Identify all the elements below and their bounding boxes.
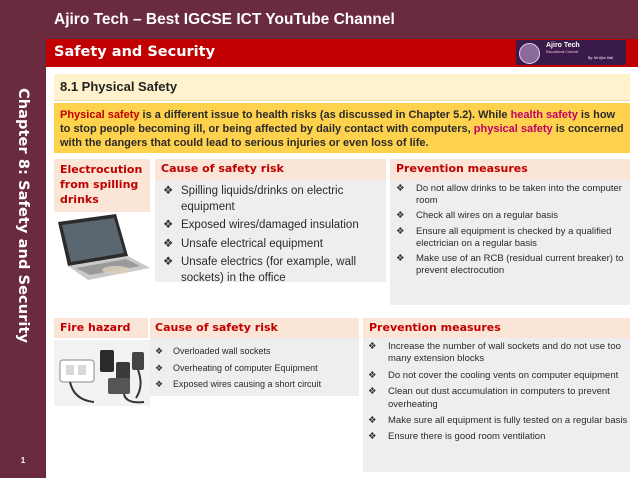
bullet-icon: ❖: [396, 210, 405, 222]
fire-preventions-box: [363, 338, 630, 472]
list-item: ❖ Overloaded wall sockets: [153, 343, 357, 360]
channel-title: Ajiro Tech – Best IGCSE ICT YouTube Channel: [54, 11, 395, 28]
bullet-icon: ❖: [396, 253, 405, 265]
list-item: ❖ Make sure all equipment is fully tested on a regular basis: [368, 415, 628, 427]
electrocution-label-box: [54, 159, 150, 212]
bullet-icon: ❖: [155, 362, 164, 373]
fire-label: Fire hazard: [60, 321, 131, 334]
bullet-icon: ❖: [163, 256, 174, 269]
logo-tagline: Educational Channel: [546, 50, 579, 54]
chapter-sidebar: [0, 0, 46, 478]
bullet-icon: ❖: [396, 225, 405, 237]
list-item: ❖ Increase the number of wall sockets and do not use too many extension blocks: [368, 341, 621, 365]
list-item: ❖ Overheating of computer Equipment: [153, 360, 357, 377]
bullet-icon: ❖: [368, 341, 377, 352]
intro-term-physical-safety: Physical safety: [60, 109, 140, 121]
list-item: ❖ Exposed wires/damaged insulation: [161, 218, 383, 234]
fire-prevention-header-box: [363, 318, 630, 338]
list-item: ❖ Unsafe electrical equipment: [161, 237, 383, 253]
channel-header: [46, 0, 638, 39]
electrocution-preventions-list: [394, 183, 626, 277]
chapter-title: Chapter 8: Safety and Security: [15, 88, 31, 344]
bullet-icon: ❖: [368, 386, 377, 398]
fire-prevention-header: Prevention measures: [369, 321, 501, 334]
electrocution-label: Electrocution from spilling drinks: [60, 163, 143, 206]
fire-causes-list: [153, 343, 357, 393]
bullet-icon: ❖: [163, 185, 174, 197]
page-number: 1: [20, 456, 26, 465]
topic-header: [46, 39, 638, 67]
list-item: ❖ Ensure there is good room ventilation: [368, 431, 546, 443]
bullet-icon: ❖: [163, 219, 174, 232]
electrocution-preventions-box: [390, 180, 630, 305]
electrocution-prevention-header: Prevention measures: [396, 162, 528, 175]
bullet-icon: ❖: [155, 346, 164, 356]
channel-logo: [516, 40, 626, 65]
presenter-avatar: [519, 43, 540, 64]
electrocution-causes-box: [155, 180, 386, 282]
laptop-spill-image: [54, 212, 152, 282]
bullet-icon: ❖: [396, 183, 405, 194]
section-title-bar: [54, 74, 630, 101]
list-item: ❖ Do not cover the cooling vents on computer equipment: [368, 369, 619, 381]
electrocution-cause-header-box: [155, 159, 386, 180]
logo-byline: By: Mr Ajiro Hall: [588, 56, 613, 60]
intro-text: Physical safety is a different issue to health risks (as discussed in Chapter 5.2). While health safety is how to stop people becoming ill, or being affected by daily contact with computers, physical safety is concerned with the dangers that could lead to serious injuries or even loss of life.: [60, 109, 624, 149]
bullet-icon: ❖: [368, 415, 377, 427]
bullet-icon: ❖: [368, 431, 377, 443]
electrocution-prevention-header-box: [390, 159, 630, 180]
list-item: ❖ Spilling liquids/drinks on electric equipment: [163, 185, 344, 213]
fire-causes-box: [150, 338, 359, 396]
list-item: ❖ Ensure all equipment is checked by a qualified electrician on a regular basis: [396, 225, 612, 249]
fire-cause-header: Cause of safety risk: [155, 321, 278, 334]
list-item: ❖ Make use of an RCB (residual current breaker) to prevent electrocution: [396, 253, 624, 277]
list-item: ❖ Clean out dust accumulation in computers to prevent overheating: [368, 386, 610, 410]
logo-name: Ajiro Tech: [546, 42, 580, 49]
bullet-icon: ❖: [368, 369, 377, 381]
section-title: 8.1 Physical Safety: [60, 79, 178, 94]
list-item: ❖ Do not allow drinks to be taken into the computer room: [396, 183, 622, 207]
list-item: ❖ Check all wires on a regular basis: [396, 210, 559, 222]
electrocution-cause-header: Cause of safety risk: [161, 162, 284, 175]
electrocution-causes-list: [161, 184, 383, 287]
fire-label-box: [54, 318, 148, 338]
intro-box: [54, 103, 630, 153]
intro-term-physical-safety-2: physical safety: [473, 123, 553, 135]
bullet-icon: ❖: [155, 379, 164, 389]
list-item: ❖ Unsafe electrics (for example, wall sockets) in the office: [163, 256, 357, 284]
overloaded-socket-image: [54, 340, 150, 406]
topic-title: Safety and Security: [54, 44, 216, 60]
intro-term-health-safety: health safety: [510, 109, 578, 121]
fire-preventions-list: [366, 341, 628, 444]
bullet-icon: ❖: [163, 237, 174, 250]
fire-cause-header-box: [150, 318, 359, 338]
list-item: ❖ Exposed wires causing a short circuit: [153, 376, 357, 393]
